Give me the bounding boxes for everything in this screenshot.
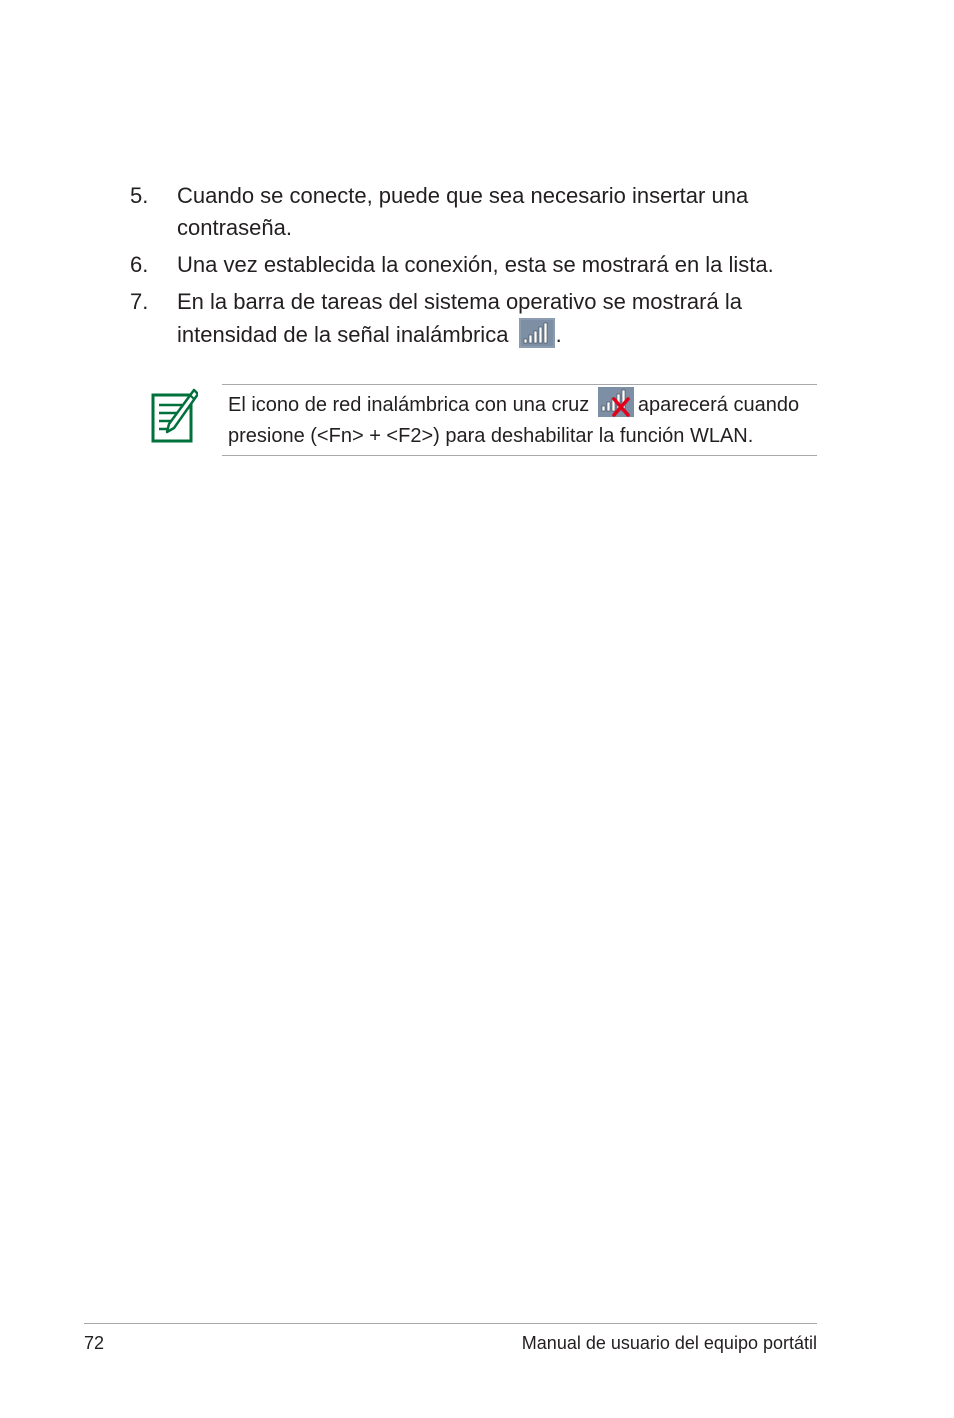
note-callout [146, 384, 817, 458]
step-number: 5. [130, 183, 149, 208]
note-text: El icono de red inalámbrica con una cruz [228, 394, 590, 416]
step-list [130, 180, 830, 356]
step-number: 6. [130, 252, 149, 277]
page-number: 72 [84, 1333, 105, 1353]
note-box [222, 384, 817, 456]
step-item [130, 180, 830, 244]
step-text: En la barra de tareas del sistema operativo se mostrará la intensidad de la señal inalámbrica [177, 289, 742, 347]
wireless-disabled-icon [598, 387, 634, 417]
step-text: Cuando se conecte, puede que sea necesario insertar una contraseña. [177, 183, 749, 240]
note-text-continued: aparecerá cuando presione (<Fn> + <F2>) para deshabilitar la función WLAN. [228, 394, 800, 447]
footer-divider [84, 1323, 817, 1324]
step-item [130, 286, 830, 351]
footer-title: Manual de usuario del equipo portátil [521, 1333, 817, 1353]
step-text-end: . [555, 322, 562, 347]
step-number: 7. [130, 289, 149, 314]
note-pencil-icon [150, 388, 198, 444]
wireless-signal-icon [519, 318, 555, 348]
step-text: Una vez establecida la conexión, esta se mostrará en la lista. [177, 252, 774, 277]
step-item [130, 249, 830, 281]
